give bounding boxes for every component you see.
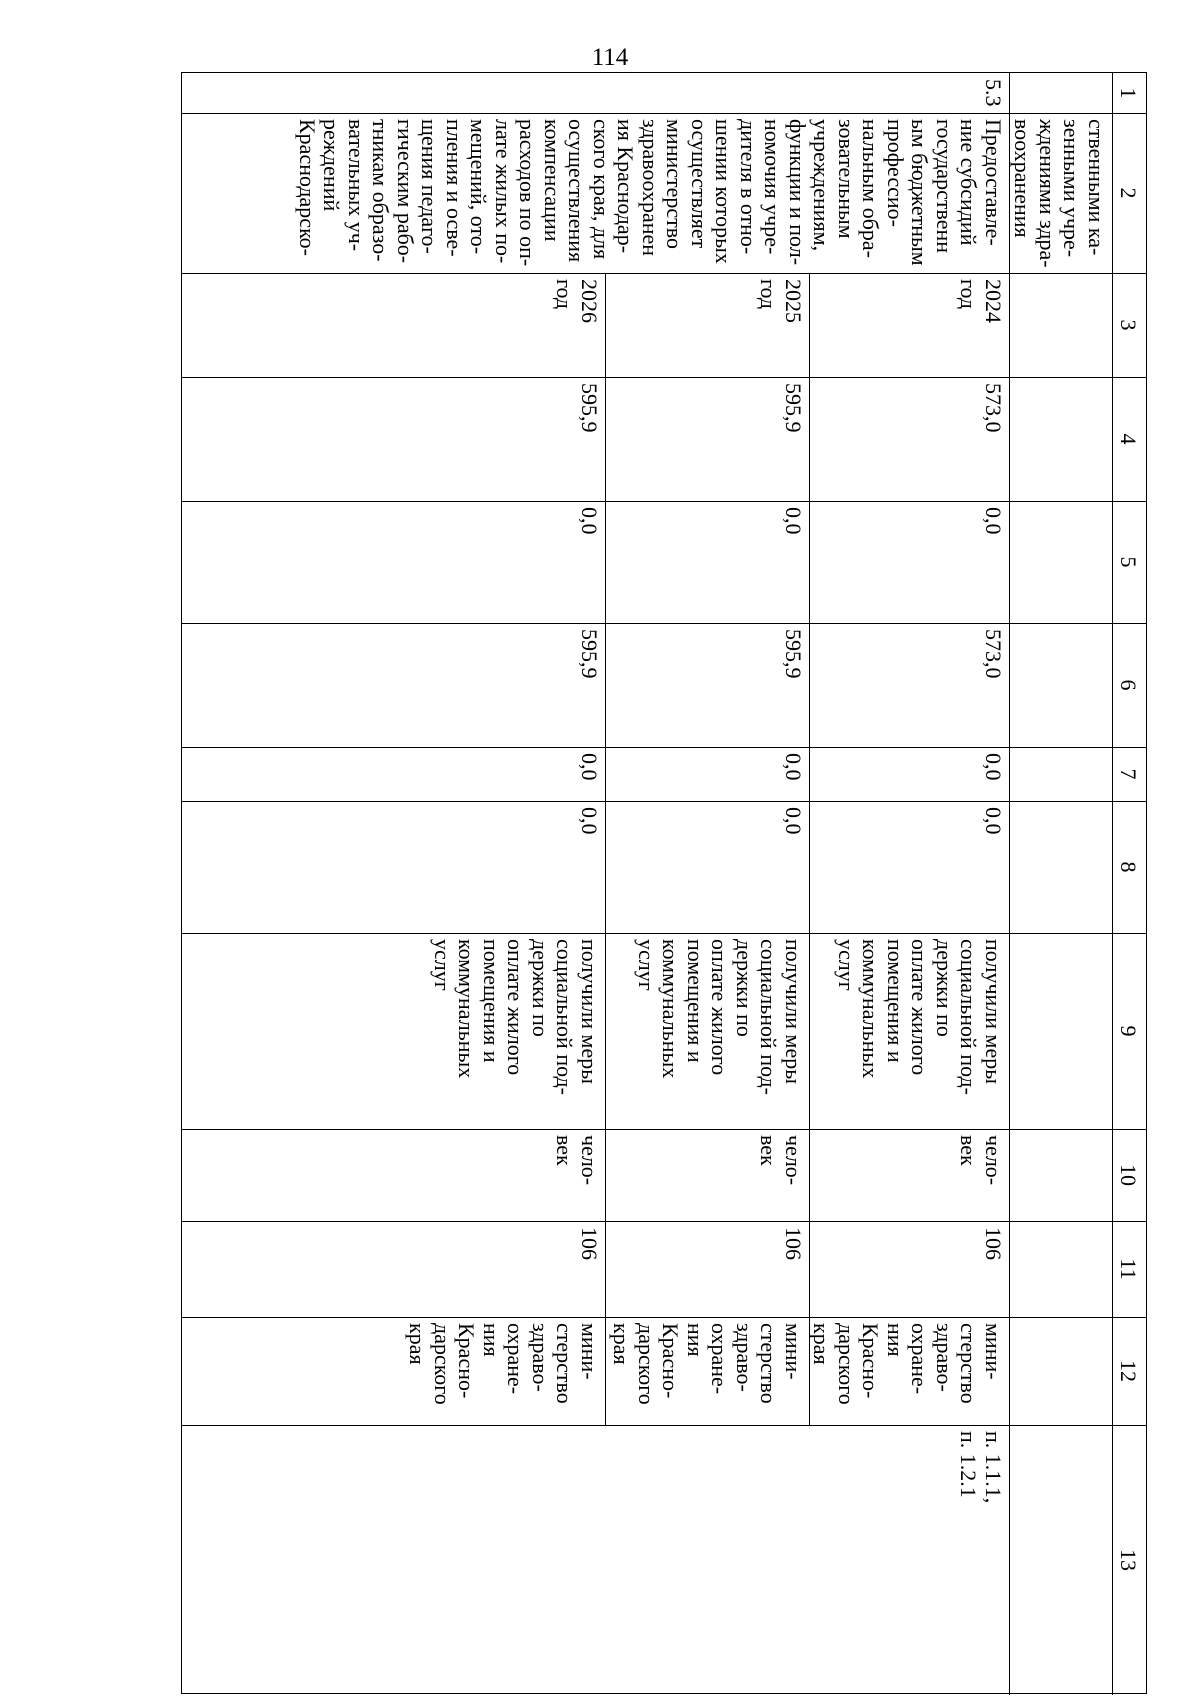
unit-2024: чело- век xyxy=(956,1135,1006,1186)
grid-line xyxy=(182,501,1146,502)
indicator-value-2026: 106 xyxy=(577,1227,602,1260)
grid-line xyxy=(182,1425,1146,1426)
value-col4-2025: 595,9 xyxy=(781,383,806,433)
grid-line xyxy=(182,801,1146,802)
grid-line xyxy=(182,1317,1146,1318)
indicator-value-2024: 106 xyxy=(981,1227,1006,1260)
year-2026: 2026 год xyxy=(552,279,602,323)
grid-line xyxy=(1009,73,1010,1695)
indicator-2024: получили меры социальной под- держки по оплате жилого помещения и коммунальных услуг xyxy=(834,939,1006,1095)
indicator-2025: получили меры социальной под- держки по оплате жилого помещения и коммунальных услуг xyxy=(634,939,806,1095)
value-col6-2025: 595,9 xyxy=(781,629,806,679)
grid-line xyxy=(809,273,810,1425)
header-col-7: 7 xyxy=(1116,768,1141,780)
grid-line xyxy=(605,273,606,1425)
indicator-value-2025: 106 xyxy=(781,1227,806,1260)
program-table xyxy=(181,72,1147,1694)
grid-line xyxy=(182,1221,1146,1222)
value-col7-2024: 0,0 xyxy=(981,753,1006,781)
year-2024: 2024 год xyxy=(956,279,1006,323)
indicator-2026: получили меры социальной под- держки по оплате жилого помещения и коммунальных услуг xyxy=(430,939,602,1095)
value-col8-2024: 0,0 xyxy=(981,807,1006,835)
header-col-12: 12 xyxy=(1116,1360,1141,1382)
value-col4-2024: 573,0 xyxy=(981,383,1006,433)
header-col-2: 2 xyxy=(1116,187,1141,199)
value-col8-2025: 0,0 xyxy=(781,807,806,835)
header-col-9: 9 xyxy=(1116,1025,1141,1037)
value-col7-2026: 0,0 xyxy=(577,753,602,781)
header-col-1: 1 xyxy=(1116,87,1141,99)
value-col6-2024: 573,0 xyxy=(981,629,1006,679)
header-col-8: 8 xyxy=(1116,861,1141,873)
grid-line xyxy=(182,1129,1146,1130)
executor-2026: мини- стерство здраво- охране- ния Красно- дарского края xyxy=(405,1323,602,1405)
value-col4-2026: 595,9 xyxy=(577,383,602,433)
rotated-table-wrapper xyxy=(181,72,1147,1694)
unit-2026: чело- век xyxy=(552,1135,602,1186)
grid-line xyxy=(182,933,1146,934)
value-col8-2026: 0,0 xyxy=(577,807,602,835)
year-2025: 2025 год xyxy=(756,279,806,323)
value-col5-2024: 0,0 xyxy=(981,507,1006,535)
header-col-5: 5 xyxy=(1116,556,1141,568)
value-col6-2026: 595,9 xyxy=(577,629,602,679)
header-col-4: 4 xyxy=(1116,433,1141,445)
grid-line xyxy=(182,113,1146,114)
grid-line xyxy=(182,623,1146,624)
grid-line xyxy=(182,377,1146,378)
continued-row-name: ственными ка- зенными учре- ждениями здра- воохранения xyxy=(1010,119,1109,268)
row-reference: п. 1.1.1, п. 1.2.1 xyxy=(956,1431,1006,1504)
unit-2025: чело- век xyxy=(756,1135,806,1186)
value-col7-2025: 0,0 xyxy=(781,753,806,781)
grid-line xyxy=(182,747,1146,748)
value-col5-2026: 0,0 xyxy=(577,507,602,535)
row-number: 5.3 xyxy=(981,79,1006,107)
header-col-6: 6 xyxy=(1116,679,1141,691)
executor-2024: мини- стерство здраво- охране- ния Красно- дарского края xyxy=(810,1323,1006,1405)
header-col-10: 10 xyxy=(1116,1164,1141,1186)
grid-line xyxy=(182,273,1146,274)
header-col-13: 13 xyxy=(1116,1549,1141,1571)
row-name: Предоставле- ние субсидий государственн ым бюджетным профессио- нальным обра- зовательным учреждениям, функции и пол- номочия учре- дителя в отно- шении которых осуществляет министерство здравоохранен ия Краснодар- ского края, для осуществления компенсации расходов по оп- лате жилых по- мещений, ото- пления и осве- щения педаго- гическим рабо- тникам образо- вательных уч- реждений Краснодарско- xyxy=(295,119,1006,267)
header-col-3: 3 xyxy=(1116,319,1141,331)
page-number: 114 xyxy=(591,44,629,71)
executor-2025: мини- стерство здраво- охране- ния Красно- дарского края xyxy=(609,1323,806,1405)
header-col-11: 11 xyxy=(1116,1258,1141,1280)
value-col5-2025: 0,0 xyxy=(781,507,806,535)
grid-line xyxy=(1112,73,1113,1695)
